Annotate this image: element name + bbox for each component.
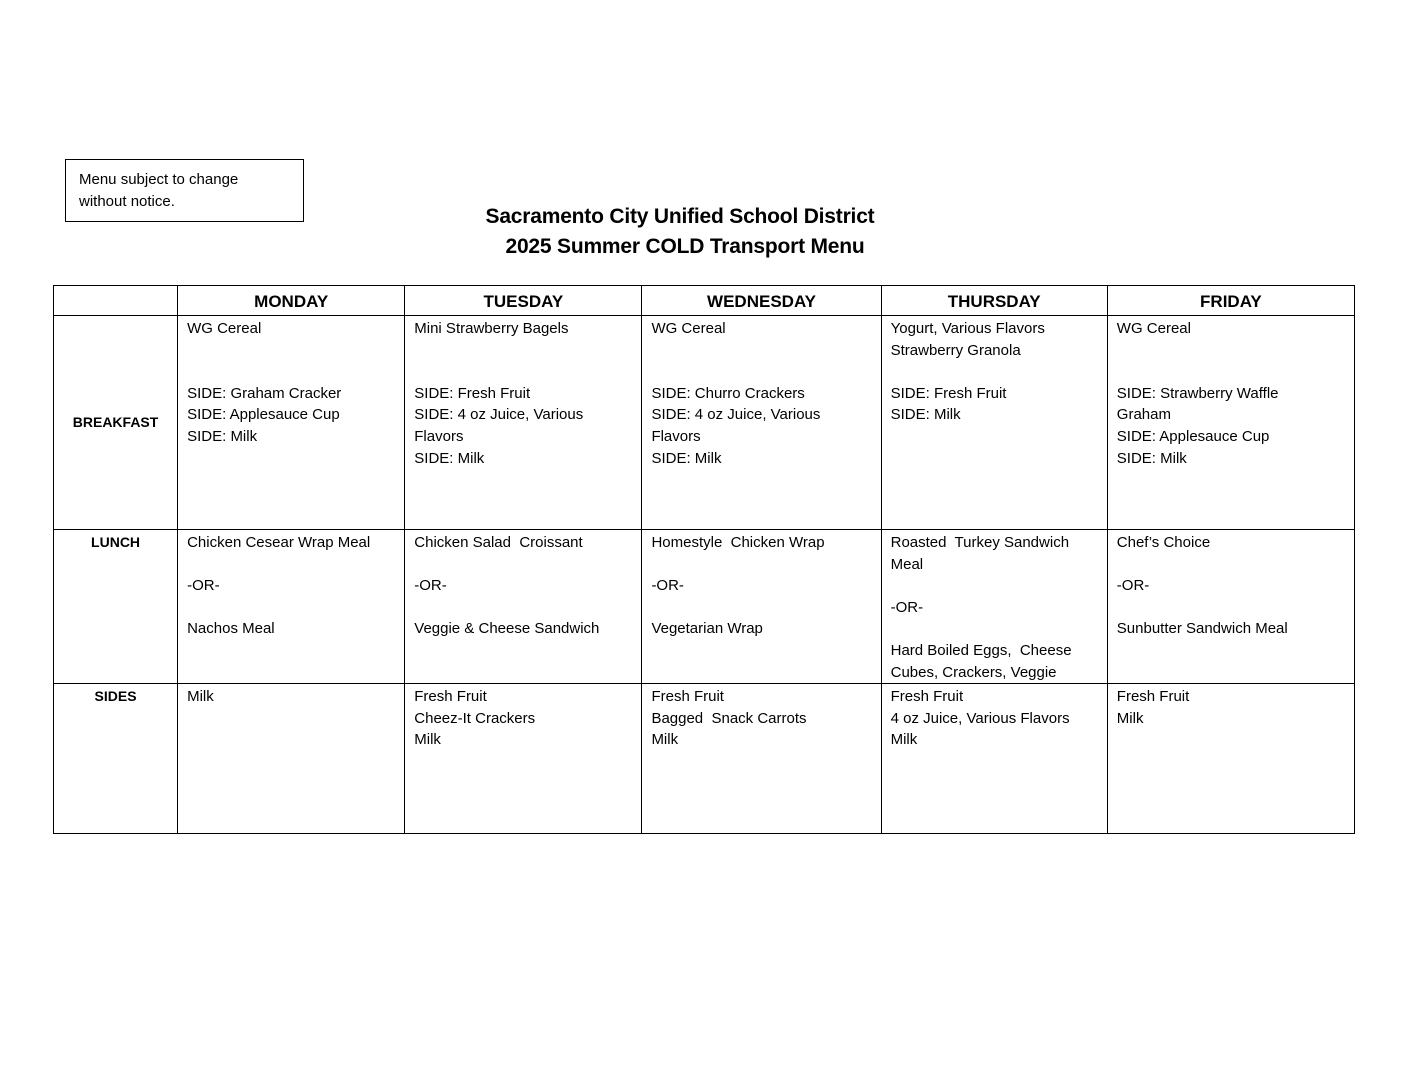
- blank-line: [187, 340, 395, 362]
- day-header-thursday: THURSDAY: [881, 286, 1107, 316]
- blank-line: [1117, 340, 1345, 362]
- notice-box: [65, 159, 304, 222]
- menu-item-line: SIDE: Strawberry Waffle: [1116, 384, 1279, 402]
- menu-item-line: Milk: [1116, 709, 1144, 727]
- blank-line: [414, 554, 632, 576]
- sides-thursday: [881, 684, 1107, 834]
- header-row: [54, 286, 1355, 316]
- menu-item-line: Chicken Salad Croissant: [414, 534, 583, 551]
- breakfast-wednesday: [642, 316, 881, 530]
- sides-wednesday: [642, 684, 881, 834]
- menu-item-line: SIDE: Milk: [651, 449, 722, 467]
- menu-item-line: SIDE: Churro Crackers: [651, 384, 805, 402]
- menu-item-line: Bagged Snack Carrots: [651, 709, 807, 727]
- menu-item-line: Milk: [414, 731, 441, 749]
- blank-line: [414, 340, 632, 362]
- menu-item-line: Chef’s Choice: [1116, 534, 1211, 551]
- menu-item-line: -OR-: [890, 598, 924, 616]
- menu-item-line: SIDE: Milk: [187, 427, 258, 445]
- blank-line: [651, 361, 871, 383]
- menu-item-line: Chicken Cesear Wrap Meal: [187, 534, 371, 551]
- sides-label-cell: [54, 684, 178, 834]
- menu-item-line: SIDE: Fresh Fruit: [414, 384, 531, 402]
- notice-line-2: without notice.: [79, 193, 175, 210]
- blank-line: [891, 575, 1098, 597]
- blank-line: [1117, 361, 1345, 383]
- menu-item-line: WG Cereal: [651, 320, 726, 337]
- blank-line: [651, 340, 871, 362]
- menu-item-line: WG Cereal: [1116, 320, 1191, 337]
- menu-item-line: Graham: [1116, 406, 1171, 424]
- menu-item-line: -OR-: [187, 577, 220, 595]
- breakfast-thursday: [881, 316, 1107, 530]
- menu-item-line: SIDE: Milk: [414, 449, 485, 467]
- menu-item-line: Roasted Turkey Sandwich: [890, 534, 1070, 551]
- menu-item-line: Flavors: [414, 427, 464, 445]
- menu-item-line: Vegetarian Wrap: [651, 620, 763, 638]
- menu-item-line: SIDE: Milk: [1116, 449, 1187, 467]
- sides-friday: [1107, 684, 1354, 834]
- menu-item-line: SIDE: Graham Cracker: [187, 384, 342, 402]
- lunch-thursday: [881, 530, 1107, 684]
- corner-cell: [54, 286, 178, 316]
- menu-item-line: -OR-: [414, 577, 447, 595]
- menu-item-line: Strawberry Granola: [890, 341, 1021, 359]
- lunch-row: [54, 530, 1355, 684]
- menu-item-line: Cubes, Crackers, Veggie: [890, 663, 1057, 681]
- menu-item-line: Flavors: [651, 427, 701, 445]
- menu-item-line: SIDE: Fresh Fruit: [890, 384, 1007, 402]
- menu-item-line: Mini Strawberry Bagels: [414, 320, 569, 337]
- blank-line: [414, 597, 632, 619]
- day-header-monday: MONDAY: [178, 286, 405, 316]
- day-header-tuesday: TUESDAY: [405, 286, 642, 316]
- lunch-monday: [178, 530, 405, 684]
- lunch-label-cell: [54, 530, 178, 684]
- menu-item-line: SIDE: 4 oz Juice, Various: [414, 406, 584, 424]
- day-header-wednesday: WEDNESDAY: [642, 286, 881, 316]
- menu-item-line: Milk: [187, 688, 214, 706]
- menu-item-line: Hard Boiled Eggs, Cheese: [890, 641, 1072, 659]
- menu-item-line: Cheez-It Crackers: [414, 709, 536, 727]
- menu-item-line: Meal: [890, 555, 924, 573]
- breakfast-label-cell: [54, 316, 178, 530]
- lunch-wednesday: [642, 530, 881, 684]
- menu-item-line: Fresh Fruit: [1116, 688, 1190, 706]
- blank-line: [187, 597, 395, 619]
- blank-line: [187, 361, 395, 383]
- menu-item-line: Nachos Meal: [187, 620, 275, 638]
- page-title: Sacramento City Unified School District: [485, 205, 875, 228]
- menu-table: [53, 285, 1355, 834]
- breakfast-monday: [178, 316, 405, 530]
- menu-item-line: -OR-: [651, 577, 684, 595]
- menu-item-line: SIDE: Applesauce Cup: [1116, 427, 1270, 445]
- sides-tuesday: [405, 684, 642, 834]
- menu-item-line: SIDE: 4 oz Juice, Various: [651, 406, 821, 424]
- menu-item-line: Homestyle Chicken Wrap: [651, 534, 825, 551]
- day-header-friday: FRIDAY: [1107, 286, 1354, 316]
- blank-line: [651, 597, 871, 619]
- lunch-tuesday: [405, 530, 642, 684]
- menu-item-line: WG Cereal: [187, 320, 262, 337]
- blank-line: [891, 361, 1098, 383]
- row-label-lunch: LUNCH: [91, 534, 141, 550]
- menu-item-line: Fresh Fruit: [414, 688, 487, 706]
- menu-item-line: Veggie & Cheese Sandwich: [414, 620, 600, 638]
- menu-item-line: Milk: [651, 731, 679, 749]
- blank-line: [891, 618, 1098, 640]
- blank-line: [651, 554, 871, 576]
- sides-monday: [178, 684, 405, 834]
- breakfast-friday: [1107, 316, 1354, 530]
- menu-item-line: Fresh Fruit: [651, 688, 724, 706]
- blank-line: [1117, 597, 1345, 619]
- menu-item-line: Sunbutter Sandwich Meal: [1116, 620, 1288, 638]
- sides-row: [54, 684, 1355, 834]
- blank-line: [414, 361, 632, 383]
- menu-item-line: Fresh Fruit: [890, 688, 964, 706]
- menu-item-line: -OR-: [1116, 577, 1150, 595]
- breakfast-row: [54, 316, 1355, 530]
- menu-item-line: Yogurt, Various Flavors: [890, 320, 1045, 337]
- menu-item-line: SIDE: Applesauce Cup: [187, 406, 340, 424]
- menu-item-line: Milk: [890, 731, 918, 749]
- row-label-breakfast: BREAKFAST: [72, 413, 159, 430]
- row-label-sides: SIDES: [94, 688, 137, 705]
- page-subtitle: 2025 Summer COLD Transport Menu: [505, 235, 865, 258]
- menu-item-line: SIDE: Milk: [890, 406, 961, 424]
- menu-item-line: 4 oz Juice, Various Flavors: [890, 709, 1070, 727]
- notice-line-1: Menu subject to change: [79, 171, 239, 188]
- blank-line: [1117, 554, 1345, 576]
- breakfast-tuesday: [405, 316, 642, 530]
- lunch-friday: [1107, 530, 1354, 684]
- blank-line: [187, 554, 395, 576]
